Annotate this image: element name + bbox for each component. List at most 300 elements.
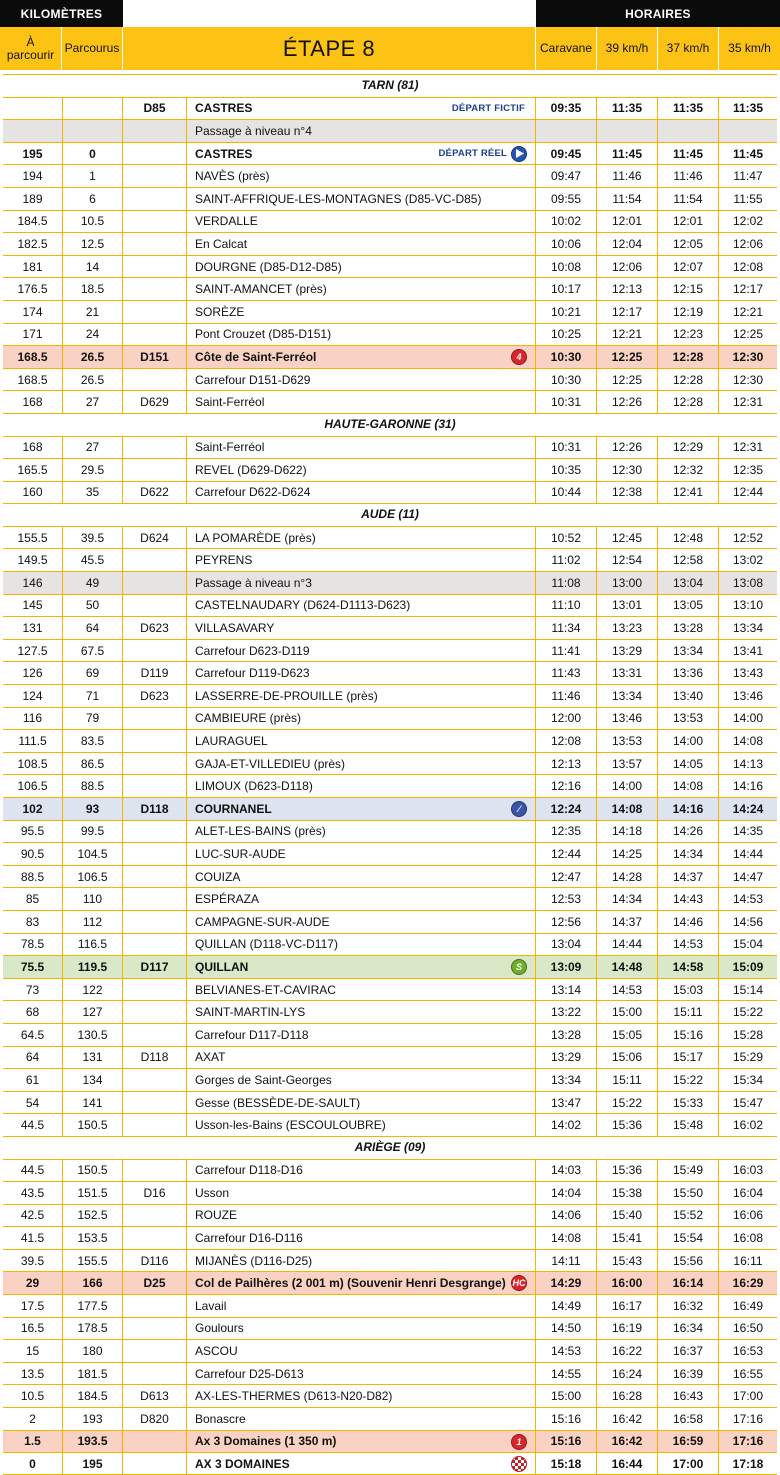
km-done-cell [62, 595, 122, 617]
time-caravane-cell [535, 165, 596, 187]
place-cell [186, 956, 535, 978]
km-left-cell [3, 1024, 62, 1046]
km-done-cell [62, 1385, 122, 1407]
time-35-text: 11:35 [732, 101, 764, 116]
time-caravane-cell [535, 301, 596, 323]
place-text: Ax 3 Domaines (1 350 m) [195, 1434, 337, 1449]
table-row [3, 526, 777, 549]
time-37-cell [657, 1363, 718, 1385]
km-done-text: 24 [85, 327, 100, 342]
time-37-cell [657, 798, 718, 820]
time-39-cell [596, 572, 657, 594]
time-35-cell [718, 1069, 777, 1091]
time-caravane-cell [535, 549, 596, 571]
km-done-cell [62, 685, 122, 707]
place-text: GAJA-ET-VILLEDIEU (près) [195, 756, 346, 771]
time-39-cell [596, 979, 657, 1001]
time-37-text: 11:46 [673, 169, 703, 184]
km-left-cell [3, 1160, 62, 1182]
time-37-cell [657, 1114, 718, 1136]
time-35-cell [718, 98, 777, 120]
km-left-cell [3, 346, 62, 368]
time-39-cell [596, 211, 657, 233]
time-caravane-cell [535, 1272, 596, 1294]
place-cell [186, 437, 535, 459]
km-done-text: 0 [89, 146, 96, 161]
km-left-text: 195 [22, 146, 43, 161]
place-text: SAINT-AFFRIQUE-LES-MONTAGNES (D85-VC-D85) [195, 191, 482, 206]
time-39-cell [596, 369, 657, 391]
place-cell [186, 1227, 535, 1249]
time-35-text: 14:35 [732, 824, 764, 839]
km-done-text: 112 [82, 914, 103, 929]
table-row [3, 1181, 777, 1204]
road-cell [122, 1385, 186, 1407]
table-row [3, 1430, 777, 1453]
km-done-text: 155.5 [77, 1253, 108, 1268]
km-left-text: 88.5 [20, 869, 45, 884]
road-cell [122, 708, 186, 730]
time-37-text: 15:17 [672, 1050, 704, 1065]
time-37-cell [657, 1160, 718, 1182]
time-35-text: 11:45 [732, 146, 764, 161]
road-cell [122, 1295, 186, 1317]
time-37-cell [657, 1227, 718, 1249]
km-done-cell [62, 1069, 122, 1091]
time-35-cell [718, 527, 777, 549]
section-header: ARIÈGE (09) [3, 1136, 777, 1159]
time-caravane-cell [535, 1001, 596, 1023]
time-39-text: 11:35 [611, 101, 643, 116]
time-37-cell [657, 188, 718, 210]
place-text: ALET-LES-BAINS (près) [195, 824, 326, 839]
km-done-text: 193.5 [77, 1434, 108, 1449]
km-left-cell [3, 1385, 62, 1407]
time-35-cell [718, 278, 777, 300]
place-text: BELVIANES-ET-CAVIRAC [195, 982, 336, 997]
kilometres-heading: KILOMÈTRES [0, 0, 123, 27]
time-35-cell [718, 165, 777, 187]
road-cell [122, 1047, 186, 1069]
time-caravane-text: 12:47 [550, 869, 582, 884]
km-done-text: 26.5 [80, 349, 105, 364]
table-row [3, 865, 777, 888]
km-left-cell [3, 256, 62, 278]
time-caravane-cell [535, 120, 596, 142]
table-row [3, 345, 777, 368]
time-37-text: 14:16 [672, 801, 704, 816]
time-39-text: 13:31 [611, 666, 643, 681]
km-left-text: 2 [29, 1411, 36, 1426]
time-35-text: 14:16 [732, 779, 764, 794]
time-caravane-text: 15:16 [550, 1434, 582, 1449]
road-cell [122, 1160, 186, 1182]
time-39-text: 16:00 [611, 1276, 643, 1291]
speed-35-heading: 35 km/h [719, 27, 780, 70]
road-cell [122, 1408, 186, 1430]
time-caravane-cell [535, 775, 596, 797]
road-cell [122, 979, 186, 1001]
place-text: Gesse (BESSÈDE-DE-SAULT) [195, 1095, 361, 1110]
km-left-cell [3, 324, 62, 346]
km-left-text: 168.5 [17, 349, 48, 364]
place-text: Saint-Ferréol [195, 395, 265, 410]
time-37-text: 15:11 [673, 1005, 703, 1020]
time-39-text: 16:42 [611, 1411, 643, 1426]
road-cell [122, 1431, 186, 1453]
table-row [3, 323, 777, 346]
km-done-cell [62, 1047, 122, 1069]
time-37-cell [657, 640, 718, 662]
time-37-text: 12:28 [672, 349, 704, 364]
time-caravane-text: 10:35 [550, 462, 582, 477]
time-37-cell [657, 1318, 718, 1340]
road-text: D629 [140, 395, 169, 410]
table-row [3, 616, 777, 639]
time-35-text: 16:29 [732, 1276, 764, 1291]
time-37-cell [657, 572, 718, 594]
road-text: D119 [140, 666, 169, 681]
time-39-cell [596, 1227, 657, 1249]
time-37-text: 16:59 [672, 1434, 704, 1449]
time-35-text: 12:31 [732, 440, 764, 455]
time-37-cell [657, 662, 718, 684]
time-39-text: 11:46 [612, 169, 642, 184]
road-cell [122, 1001, 186, 1023]
time-caravane-text: 12:56 [550, 914, 582, 929]
time-37-text: 15:22 [672, 1072, 704, 1087]
km-done-cell [62, 662, 122, 684]
km-left-text: 111.5 [18, 734, 47, 749]
time-35-text: 12:02 [732, 214, 764, 229]
km-done-text: 184.5 [77, 1389, 108, 1404]
time-caravane-text: 11:34 [551, 621, 581, 636]
km-left-text: 90.5 [20, 846, 45, 861]
km-left-cell [3, 1272, 62, 1294]
time-37-cell [657, 120, 718, 142]
time-35-text: 17:00 [732, 1389, 764, 1404]
table-row [3, 594, 777, 617]
road-cell [122, 888, 186, 910]
km-left-text: 155.5 [17, 530, 48, 545]
km-done-text: 14 [85, 259, 100, 274]
km-done-text: 153.5 [77, 1231, 108, 1246]
time-37-text: 11:35 [672, 101, 704, 116]
place-cell [186, 595, 535, 617]
time-37-cell [657, 143, 718, 165]
time-39-cell [596, 1114, 657, 1136]
table-row [3, 842, 777, 865]
place-cell [186, 1024, 535, 1046]
km-left-cell [3, 1001, 62, 1023]
time-35-text: 16:50 [732, 1321, 764, 1336]
km-done-cell [62, 1453, 122, 1474]
km-done-cell [62, 934, 122, 956]
km-done-cell [62, 1318, 122, 1340]
time-37-cell [657, 685, 718, 707]
time-39-text: 16:17 [611, 1298, 643, 1313]
time-caravane-text: 10:21 [550, 304, 582, 319]
time-37-cell [657, 1092, 718, 1114]
time-caravane-cell [535, 888, 596, 910]
time-37-text: 14:00 [672, 734, 704, 749]
road-cell [122, 730, 186, 752]
time-caravane-cell [535, 979, 596, 1001]
place-text: Côte de Saint-Ferréol [195, 349, 317, 364]
km-done-cell [62, 798, 122, 820]
km-left-cell [3, 1092, 62, 1114]
time-39-cell [596, 346, 657, 368]
time-35-text: 13:02 [732, 553, 764, 568]
time-39-text: 15:06 [611, 1050, 643, 1065]
time-37-text: 15:50 [672, 1185, 704, 1200]
km-left-text: 124 [22, 688, 43, 703]
km-left-text: 127.5 [17, 643, 48, 658]
time-35-text: 14:44 [732, 846, 764, 861]
time-caravane-text: 15:18 [550, 1456, 582, 1471]
time-39-text: 16:22 [611, 1344, 643, 1359]
place-text: SORÈZE [195, 304, 245, 319]
km-done-cell [62, 956, 122, 978]
time-39-cell [596, 821, 657, 843]
time-39-text: 16:28 [611, 1389, 643, 1404]
km-left-cell [3, 1431, 62, 1453]
time-39-text: 12:17 [611, 304, 643, 319]
place-text: MIJANÈS (D116-D25) [195, 1253, 313, 1268]
time-caravane-cell [535, 866, 596, 888]
time-caravane-cell [535, 708, 596, 730]
km-done-cell [62, 1205, 122, 1227]
table-row [3, 368, 777, 391]
table-row [3, 684, 777, 707]
place-cell [186, 1431, 535, 1453]
table-row [3, 752, 777, 775]
sprint-icon: ⁄ [511, 801, 527, 817]
km-left-cell [3, 98, 62, 120]
time-39-cell [596, 798, 657, 820]
time-caravane-text: 10:02 [550, 214, 582, 229]
km-left-cell [3, 369, 62, 391]
place-text: LUC-SUR-AUDE [195, 846, 286, 861]
time-39-cell [596, 391, 657, 413]
time-37-cell [657, 278, 718, 300]
time-37-cell [657, 391, 718, 413]
time-39-cell [596, 459, 657, 481]
km-left-cell [3, 843, 62, 865]
time-37-text: 12:58 [672, 553, 704, 568]
time-37-text: 12:15 [672, 282, 704, 297]
place-text: VILLASAVARY [195, 621, 275, 636]
km-left-cell [3, 549, 62, 571]
speed-37-heading: 37 km/h [658, 27, 719, 70]
place-cell [186, 888, 535, 910]
climb-1-icon: 1 [511, 1434, 527, 1450]
table-row [3, 933, 777, 956]
time-caravane-text: 10:31 [550, 395, 582, 410]
km-done-cell [62, 233, 122, 255]
table-row [3, 187, 777, 210]
km-done-cell [62, 775, 122, 797]
km-left-text: 95.5 [20, 824, 45, 839]
time-caravane-text: 11:43 [551, 666, 581, 681]
road-text: D151 [140, 349, 169, 364]
time-35-cell [718, 301, 777, 323]
place-cell [186, 821, 535, 843]
time-35-text: 13:41 [732, 643, 764, 658]
place-text: LAURAGUEL [195, 734, 268, 749]
time-37-text: 11:54 [673, 191, 703, 206]
header-spacer [123, 0, 536, 27]
place-text: Col de Pailhères (2 001 m) (Souvenir Henri Desgrange) [195, 1276, 506, 1291]
km-left-cell [3, 143, 62, 165]
time-39-text: 12:13 [611, 282, 643, 297]
time-37-cell [657, 956, 718, 978]
time-caravane-cell [535, 1318, 596, 1340]
place-cell [186, 753, 535, 775]
time-caravane-cell [535, 956, 596, 978]
time-caravane-cell [535, 1453, 596, 1474]
place-cell [186, 1047, 535, 1069]
road-cell [122, 821, 186, 843]
time-35-cell [718, 1453, 777, 1474]
km-left-text: 64 [25, 1050, 40, 1065]
time-39-cell [596, 256, 657, 278]
place-text: Carrefour D623-D119 [195, 643, 310, 658]
table-row [3, 1091, 777, 1114]
table-row [3, 1271, 777, 1294]
time-39-cell [596, 775, 657, 797]
road-cell [122, 662, 186, 684]
time-caravane-cell [535, 1431, 596, 1453]
time-39-text: 15:43 [611, 1253, 643, 1268]
km-done-cell [62, 143, 122, 165]
time-35-cell [718, 391, 777, 413]
time-35-cell [718, 956, 777, 978]
time-caravane-text: 13:28 [550, 1027, 582, 1042]
time-35-cell [718, 730, 777, 752]
time-39-cell [596, 1363, 657, 1385]
km-done-text: 116.5 [77, 937, 108, 952]
table-row [3, 390, 777, 413]
place-cell [186, 165, 535, 187]
depart-label: DÉPART RÉEL [438, 148, 507, 160]
time-caravane-cell [535, 482, 596, 504]
time-caravane-cell [535, 1295, 596, 1317]
time-35-text: 13:08 [732, 575, 764, 590]
time-37-text: 12:23 [672, 327, 704, 342]
place-text: Carrefour D151-D629 [195, 372, 311, 387]
time-37-cell [657, 211, 718, 233]
place-cell [186, 391, 535, 413]
time-39-text: 12:04 [611, 236, 643, 251]
km-done-text: 130.5 [77, 1027, 108, 1042]
time-39-cell [596, 1385, 657, 1407]
time-35-text: 13:43 [732, 666, 764, 681]
km-done-text: 127 [82, 1005, 103, 1020]
time-caravane-text: 10:52 [550, 530, 582, 545]
km-left-cell [3, 708, 62, 730]
time-37-text: 13:34 [672, 643, 704, 658]
time-caravane-cell [535, 753, 596, 775]
time-37-cell [657, 1069, 718, 1091]
time-39-cell [596, 437, 657, 459]
time-37-cell [657, 1272, 718, 1294]
time-39-cell [596, 527, 657, 549]
km-left-cell [3, 1182, 62, 1204]
place-text: Lavail [195, 1298, 227, 1313]
time-39-text: 14:48 [611, 959, 643, 974]
km-done-cell [62, 1295, 122, 1317]
road-cell [122, 1250, 186, 1272]
table-row [3, 887, 777, 910]
km-left-text: 176.5 [17, 282, 48, 297]
time-35-text: 15:04 [732, 937, 764, 952]
km-left-text: 194 [22, 169, 43, 184]
time-35-cell [718, 1385, 777, 1407]
time-39-cell [596, 98, 657, 120]
time-39-text: 13:00 [611, 575, 643, 590]
time-39-text: 12:38 [611, 485, 643, 500]
time-39-text: 15:00 [611, 1005, 643, 1020]
time-35-cell [718, 1001, 777, 1023]
time-37-text: 13:04 [672, 575, 704, 590]
time-35-cell [718, 934, 777, 956]
km-left-cell [3, 617, 62, 639]
time-39-text: 14:37 [611, 914, 643, 929]
time-35-cell [718, 1250, 777, 1272]
km-done-cell [62, 211, 122, 233]
km-left-text: 174 [22, 304, 43, 319]
road-cell [122, 437, 186, 459]
km-left-text: 126 [22, 666, 43, 681]
km-done-text: 10.5 [80, 214, 105, 229]
time-37-text: 14:58 [672, 959, 704, 974]
time-caravane-text: 10:08 [550, 259, 582, 274]
km-left-cell [3, 866, 62, 888]
time-caravane-cell [535, 437, 596, 459]
place-text: LIMOUX (D623-D118) [195, 779, 313, 794]
km-left-cell [3, 821, 62, 843]
road-cell [122, 956, 186, 978]
time-37-cell [657, 324, 718, 346]
time-39-text: 13:53 [611, 734, 643, 749]
km-left-cell [3, 211, 62, 233]
km-done-cell [62, 1340, 122, 1362]
time-39-text: 15:40 [611, 1208, 643, 1223]
place-cell [186, 527, 535, 549]
time-39-cell [596, 1318, 657, 1340]
time-39-text: 12:26 [611, 395, 643, 410]
place-cell [186, 617, 535, 639]
time-39-text: 12:26 [611, 440, 643, 455]
km-done-text: 35 [85, 485, 100, 500]
time-39-text: 15:41 [611, 1231, 643, 1246]
km-done-text: 71 [85, 688, 100, 703]
place-cell [186, 1408, 535, 1430]
time-35-cell [718, 595, 777, 617]
time-35-text: 16:53 [732, 1344, 764, 1359]
road-cell [122, 753, 186, 775]
time-39-text: 16:19 [611, 1321, 643, 1336]
table-row [3, 910, 777, 933]
km-left-cell [3, 120, 62, 142]
road-cell [122, 143, 186, 165]
time-39-cell [596, 753, 657, 775]
table-row [3, 1317, 777, 1340]
time-caravane-text: 13:14 [550, 982, 582, 997]
time-caravane-text: 14:08 [550, 1231, 582, 1246]
km-done-text: 27 [85, 395, 100, 410]
